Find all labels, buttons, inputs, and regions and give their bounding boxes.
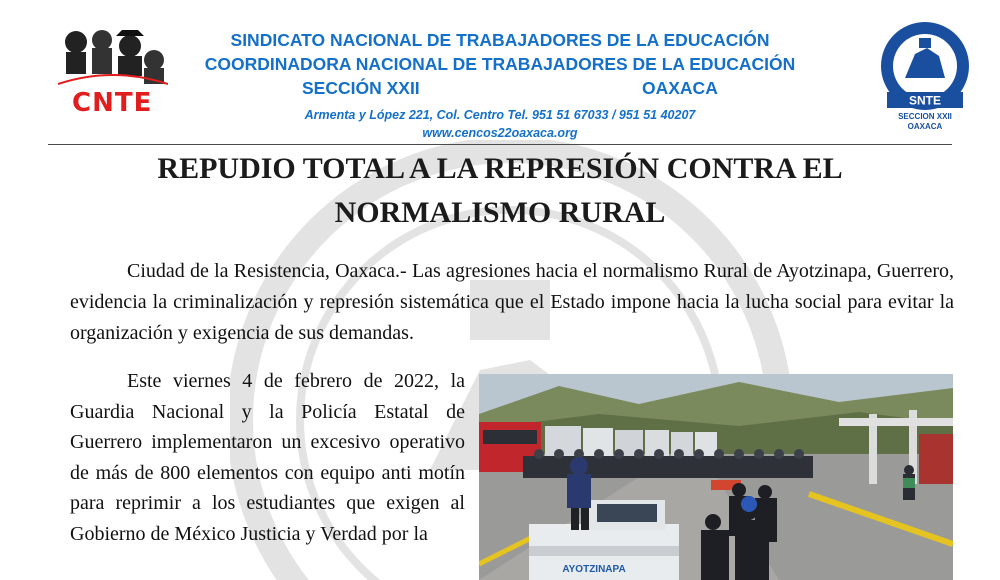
section-name: SECCIÓN XXII [302,78,420,98]
protest-photo [479,374,953,580]
truck-label: AYOTZINAPA [562,564,626,575]
coordinator-name: COORDINADORA NACIONAL DE TRABAJADORES DE LA EDUCACIÓN [204,54,796,74]
document-title-line-1: REPUDIO TOTAL A LA REPRESIÓN CONTRA EL [157,152,843,185]
snte-seal-icon [877,20,973,132]
letterhead [0,0,1000,150]
snte-state: OAXACA [907,122,943,131]
union-name: SINDICATO NACIONAL DE TRABAJADORES DE LA EDUCACIÓN [230,30,770,50]
document-title-line-2: NORMALISMO RURAL [334,196,666,229]
state-name: OAXACA [642,78,718,98]
paragraph-events: Este viernes 4 de febrero de 2022, la Guardia Nacional y la Policía Estatal de Guerrero implementaron un excesivo operativo de más de 800 elementos con equipo anti motín para reprimir a los estudiantes que exigen al Gobierno de México Justicia y Verdad por la [70,370,465,545]
header-divider [48,144,952,145]
snte-section: SECCION XXII [898,112,952,121]
section-line [0,78,1000,100]
paragraph-intro: Ciudad de la Resistencia, Oaxaca.- Las agresiones hacia el normalismo Rural de Ayotzinapa, Guerrero, evidencia la criminalización y represión sistemática que el Estado impone hacia la lucha social para evitar la organización y exigencia de sus demandas. [70,260,954,344]
address-line: Armenta y López 221, Col. Centro Tel. 951 51 67033 / 951 51 40207 [304,108,696,122]
protest-scene-image [479,374,953,580]
snte-logo [877,20,973,132]
website-link[interactable]: www.cencos22oaxaca.org [422,126,578,140]
cnte-logo-text: CNTE [72,88,153,118]
snte-acronym: SNTE [908,93,942,108]
